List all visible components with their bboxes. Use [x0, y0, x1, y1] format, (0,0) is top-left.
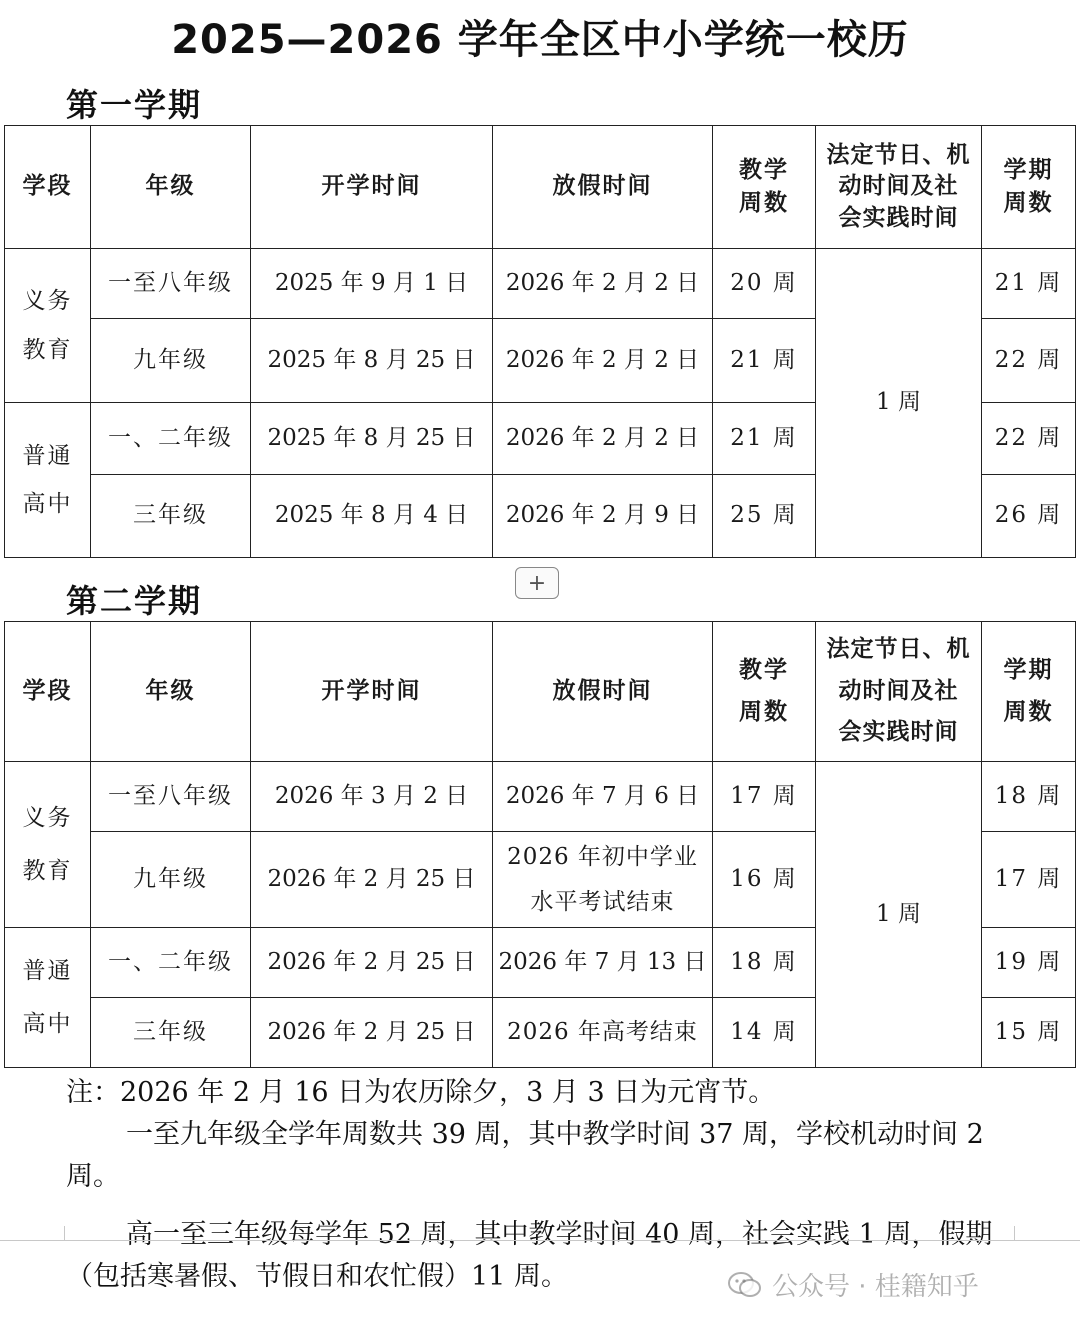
header-teach-weeks: 教学 周数 [713, 622, 816, 762]
grade-cell: 三年级 [91, 998, 251, 1068]
wechat-icon [728, 1271, 762, 1299]
holiday-cell: 1 周 [816, 249, 982, 558]
stage-high-school: 普通 高中 [5, 403, 91, 558]
holiday-cell: 1 周 [816, 762, 982, 1068]
start-cell: 2026 年 3 月 2 日 [251, 762, 493, 832]
end-cell: 2026 年 7 月 13 日 [493, 928, 713, 998]
stage-high-school: 普通 高中 [5, 928, 91, 1068]
page-separator [0, 1240, 1080, 1241]
header-holiday: 法定节日、机 动时间及社 会实践时间 [816, 126, 982, 249]
grade-cell: 一、二年级 [91, 403, 251, 475]
header-start: 开学时间 [251, 622, 493, 762]
semester2-table [4, 621, 1076, 1068]
teach-weeks-cell: 16 周 [713, 832, 816, 928]
term-weeks-cell: 22 周 [982, 319, 1076, 403]
header-holiday: 法定节日、机 动时间及社 会实践时间 [816, 622, 982, 762]
teach-weeks-cell: 17 周 [713, 762, 816, 832]
term-weeks-cell: 18 周 [982, 762, 1076, 832]
note-line: 注：2026 年 2 月 16 日为农历除夕，3 月 3 日为元宵节。 [66, 1077, 776, 1108]
end-cell: 2026 年初中学业 水平考试结束 [493, 832, 713, 928]
grade-cell: 一、二年级 [91, 928, 251, 998]
start-cell: 2026 年 2 月 25 日 [251, 928, 493, 998]
header-start: 开学时间 [251, 126, 493, 249]
teach-weeks-cell: 18 周 [713, 928, 816, 998]
semester1-heading: 第一学期 [66, 86, 203, 124]
header-end: 放假时间 [493, 622, 713, 762]
header-term-weeks: 学期 周数 [982, 622, 1076, 762]
term-weeks-cell: 21 周 [982, 249, 1076, 319]
end-cell: 2026 年高考结束 [493, 998, 713, 1068]
note-line: 高一至三年级每学年 52 周，其中教学时间 40 周，社会实践 1 周，假期（包括寒暑假、节假日和农忙假）11 周。 [66, 1219, 993, 1292]
start-cell: 2026 年 2 月 25 日 [251, 998, 493, 1068]
table-row [5, 249, 1076, 319]
teach-weeks-cell: 21 周 [713, 319, 816, 403]
stage-compulsory: 义务 教育 [5, 762, 91, 928]
start-cell: 2025 年 9 月 1 日 [251, 249, 493, 319]
end-cell: 2026 年 2 月 9 日 [493, 475, 713, 558]
header-teach-weeks: 教学 周数 [713, 126, 816, 249]
term-weeks-cell: 15 周 [982, 998, 1076, 1068]
end-cell: 2026 年 2 月 2 日 [493, 319, 713, 403]
start-cell: 2026 年 2 月 25 日 [251, 832, 493, 928]
expand-button[interactable]: + [515, 567, 559, 599]
term-weeks-cell: 26 周 [982, 475, 1076, 558]
page-corner-mark-right [1014, 1226, 1049, 1241]
table-header-row [5, 126, 1076, 249]
grade-cell: 三年级 [91, 475, 251, 558]
teach-weeks-cell: 20 周 [713, 249, 816, 319]
teach-weeks-cell: 21 周 [713, 403, 816, 475]
header-grade: 年级 [91, 622, 251, 762]
semester2-heading: 第二学期 [66, 582, 203, 620]
end-cell: 2026 年 2 月 2 日 [493, 249, 713, 319]
start-cell: 2025 年 8 月 25 日 [251, 403, 493, 475]
end-cell: 2026 年 2 月 2 日 [493, 403, 713, 475]
grade-cell: 九年级 [91, 319, 251, 403]
grade-cell: 九年级 [91, 832, 251, 928]
start-cell: 2025 年 8 月 25 日 [251, 319, 493, 403]
stage-compulsory: 义务 教育 [5, 249, 91, 403]
header-end: 放假时间 [493, 126, 713, 249]
grade-cell: 一至八年级 [91, 762, 251, 832]
end-cell: 2026 年 7 月 6 日 [493, 762, 713, 832]
term-weeks-cell: 22 周 [982, 403, 1076, 475]
grade-cell: 一至八年级 [91, 249, 251, 319]
watermark-text: 公众号 · 桂籍知乎 [772, 1272, 979, 1302]
header-term-weeks: 学期 周数 [982, 126, 1076, 249]
teach-weeks-cell: 14 周 [713, 998, 816, 1068]
header-grade: 年级 [91, 126, 251, 249]
page-title: 2025—2026 学年全区中小学统一校历 [171, 17, 909, 63]
note-line: 一至九年级全学年周数共 39 周，其中教学时间 37 周，学校机动时间 2 周。 [66, 1119, 984, 1192]
term-weeks-cell: 19 周 [982, 928, 1076, 998]
term-weeks-cell: 17 周 [982, 832, 1076, 928]
page-corner-mark-left [30, 1226, 65, 1241]
watermark [728, 1266, 979, 1303]
header-stage: 学段 [5, 126, 91, 249]
start-cell: 2025 年 8 月 4 日 [251, 475, 493, 558]
notes-section [66, 1072, 1026, 1298]
table-header-row [5, 622, 1076, 762]
header-stage: 学段 [5, 622, 91, 762]
table-row [5, 762, 1076, 832]
teach-weeks-cell: 25 周 [713, 475, 816, 558]
semester1-table [4, 125, 1076, 558]
